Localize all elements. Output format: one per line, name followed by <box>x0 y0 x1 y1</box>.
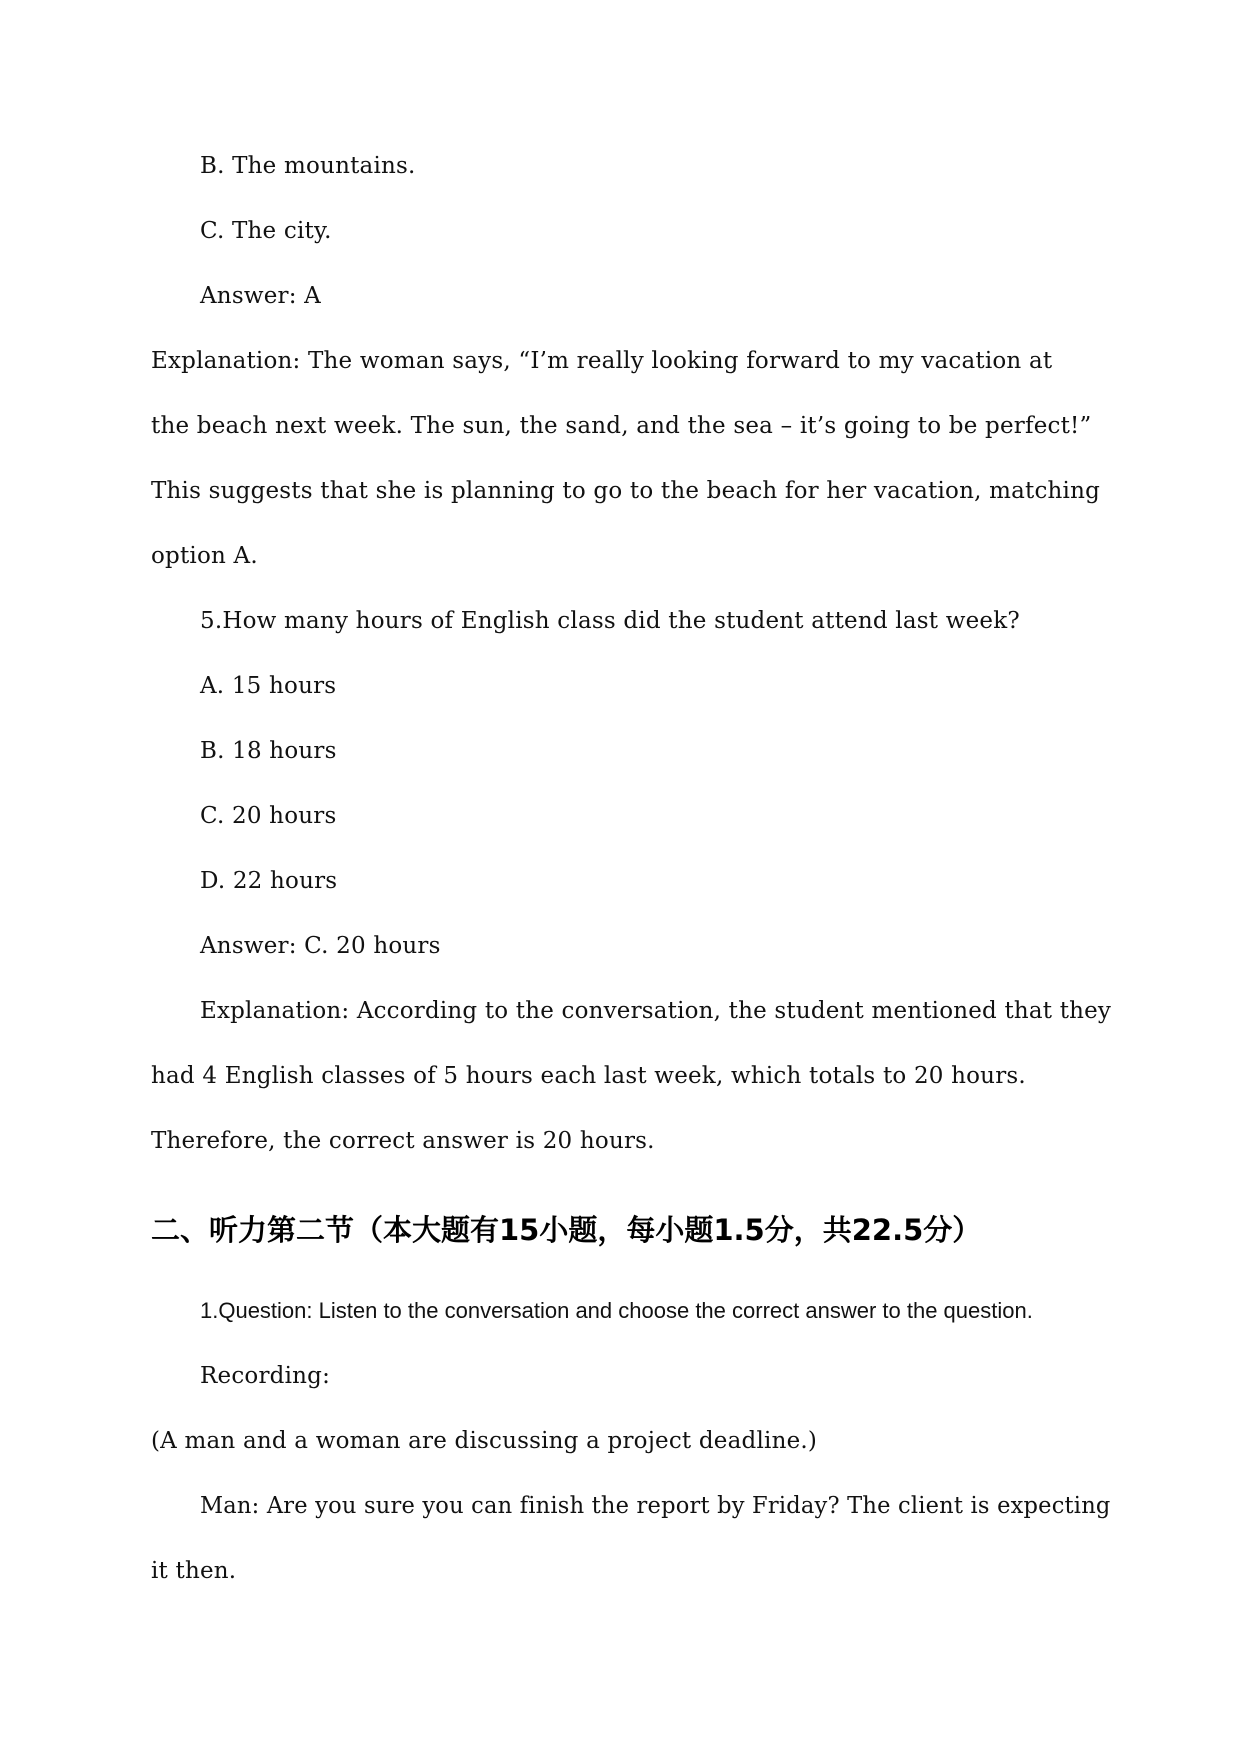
q4-answer: Answer: A <box>200 283 321 309</box>
q5-option-b: B. 18 hours <box>200 738 337 764</box>
q5-question: 5.How many hours of English class did the student attend last week? <box>200 608 1020 634</box>
q5-explanation-line-2: had 4 English classes of 5 hours each last week, which totals to 20 hours. <box>151 1063 1026 1089</box>
q5-option-a: A. 15 hours <box>200 673 337 699</box>
q4-explanation-line-4: option A. <box>151 543 258 569</box>
section-heading: 二、听力第二节（本大题有15小题，每小题1.5分，共22.5分） <box>151 1213 982 1247</box>
recording-label: Recording: <box>200 1363 331 1389</box>
q4-option-b: B. The mountains. <box>200 153 416 179</box>
section2-q1-prompt: 1.Question: Listen to the conversation and choose the correct answer to the question. <box>200 1298 1033 1323</box>
q5-answer: Answer: C. 20 hours <box>200 933 441 959</box>
q5-option-d: D. 22 hours <box>200 868 338 894</box>
man-line-1: Man: Are you sure you can finish the report by Friday? The client is expecting <box>200 1493 1111 1519</box>
man-line-2: it then. <box>151 1558 237 1584</box>
q5-explanation-line-3: Therefore, the correct answer is 20 hours. <box>151 1128 655 1154</box>
scene-description: (A man and a woman are discussing a project deadline.) <box>151 1428 818 1454</box>
q4-explanation-line-3: This suggests that she is planning to go to the beach for her vacation, matching <box>151 478 1101 504</box>
q4-explanation-line-2: the beach next week. The sun, the sand, and the sea – it’s going to be perfect!” <box>151 413 1092 439</box>
q4-explanation-line-1: Explanation: The woman says, “I’m really looking forward to my vacation at <box>151 348 1053 374</box>
q5-explanation-line-1: Explanation: According to the conversation, the student mentioned that they <box>200 998 1112 1024</box>
q4-option-c: C. The city. <box>200 218 332 244</box>
q5-option-c: C. 20 hours <box>200 803 337 829</box>
